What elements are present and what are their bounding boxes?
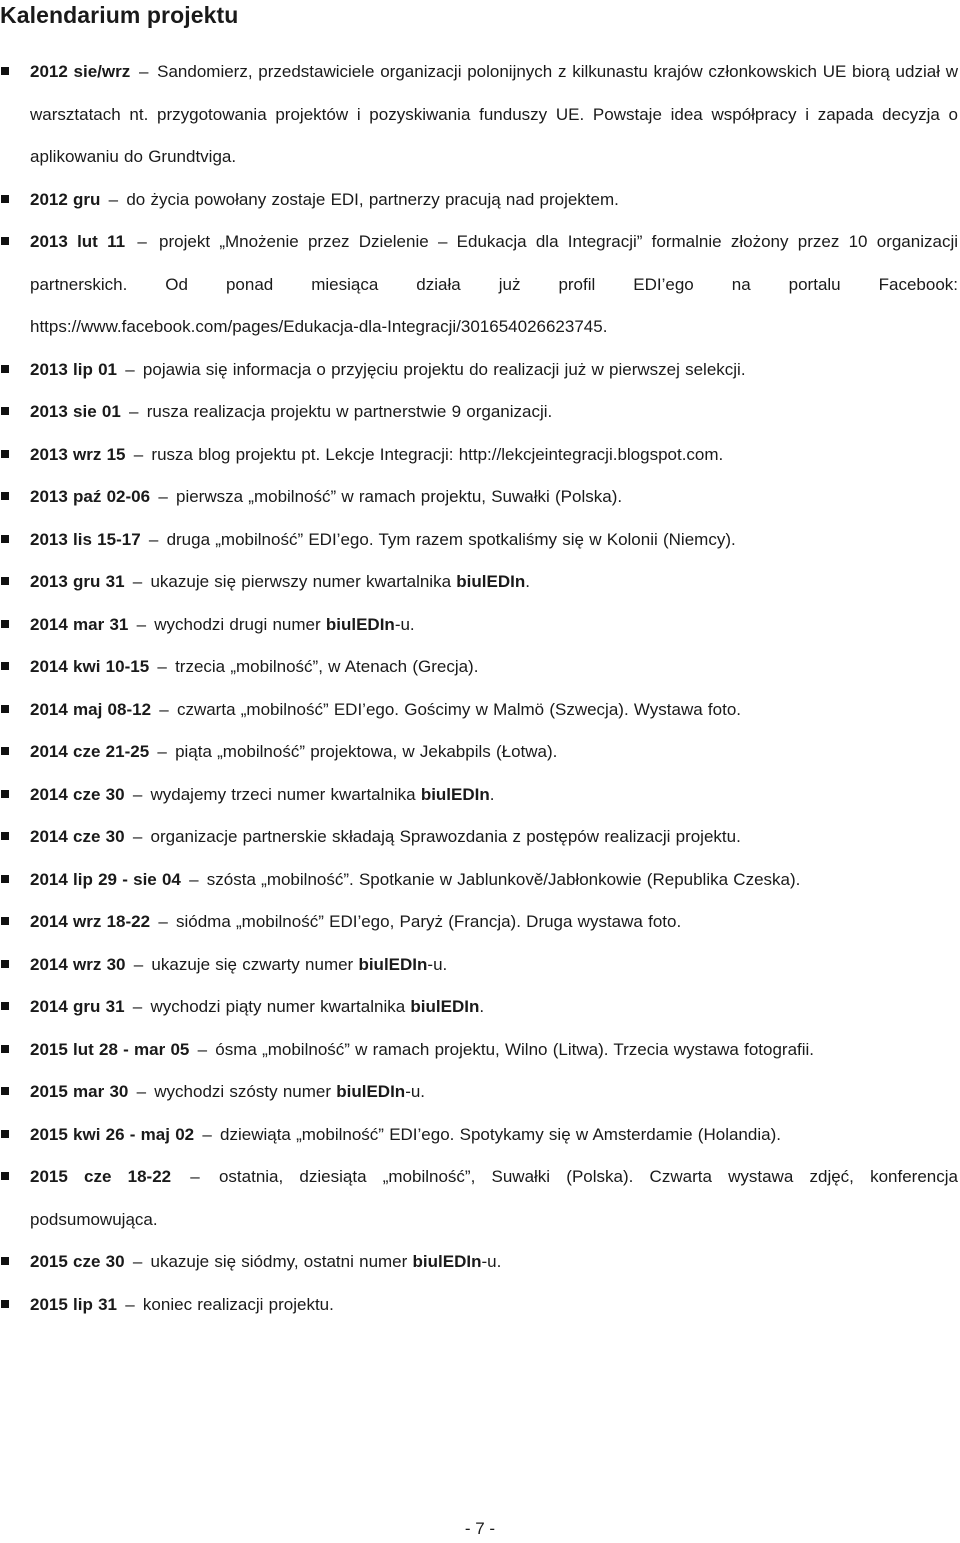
entry-text: druga „mobilność” EDI’ego. Tym razem spotkaliśmy się w Kolonii (Niemcy).: [166, 529, 736, 549]
entry-text: rusza realizacja projektu w partnerstwie 9 organizacji.: [146, 402, 553, 421]
entry-text: ósma „mobilność” w ramach projektu, Wilno (Litwa). Trzecia wystawa fotografii.: [215, 1039, 815, 1059]
entry-text: Sandomierz, przedstawiciele organizacji polonijnych z kilkunastu krajów członkowskich UE biorą udział w warsztatach nt. przygotowania projektów i pozyskiwania funduszy UE. Powstaje idea współpracy i zapada decyzja o aplikowaniu do Grundtviga.: [30, 62, 958, 166]
square-bullet-icon: [1, 1300, 9, 1308]
entry-text: ukazuje się czwarty numer: [151, 954, 359, 974]
entry-separator: –: [174, 1167, 216, 1186]
square-bullet-icon: [1, 620, 9, 628]
timeline-entry: [0, 519, 960, 562]
entry-separator: –: [133, 62, 155, 81]
timeline-entry: [0, 859, 960, 902]
entry-text-suffix: .: [489, 784, 495, 804]
entry-date: 2012 sie/wrz: [30, 62, 131, 81]
entry-date: 2013 paź 02-06: [30, 487, 151, 506]
page-number: - 7 -: [464, 1519, 496, 1538]
entry-separator: –: [192, 1039, 213, 1059]
entry-publication-name: biulEDIn: [358, 954, 428, 974]
entry-date: 2012 gru: [30, 189, 101, 209]
entry-date: 2015 lut 28 - mar 05: [30, 1039, 190, 1059]
square-bullet-icon: [1, 1002, 9, 1010]
entry-text: pierwsza „mobilność” w ramach projektu, Suwałki (Polska).: [176, 487, 623, 506]
entry-text-suffix: -u.: [427, 954, 448, 974]
timeline-entry: [0, 561, 960, 604]
square-bullet-icon: [1, 790, 9, 798]
entry-text: dziewiąta „mobilność” EDI’ego. Spotykamy się w Amsterdamie (Holandia).: [220, 1124, 781, 1144]
entry-date: 2013 lip 01: [30, 359, 118, 379]
square-bullet-icon: [1, 960, 9, 968]
timeline-entry: [0, 179, 960, 222]
square-bullet-icon: [1, 67, 9, 75]
square-bullet-icon: [1, 875, 9, 883]
entry-separator: –: [154, 699, 174, 719]
entry-date: 2015 kwi 26 - maj 02: [30, 1124, 195, 1144]
square-bullet-icon: [1, 365, 9, 373]
entry-publication-name: biulEDIn: [410, 997, 480, 1016]
entry-date: 2013 gru 31: [30, 572, 125, 591]
square-bullet-icon: [1, 1045, 9, 1053]
entry-separator: –: [120, 1294, 140, 1314]
entry-date: 2014 maj 08-12: [30, 699, 152, 719]
entry-text: rusza blog projektu pt. Lekcje Integracji: http://lekcjeintegracji.blogspot.com.: [151, 444, 724, 464]
entry-date: 2014 mar 31: [30, 614, 129, 634]
entry-date: 2014 cze 21-25: [30, 742, 150, 761]
entry-date: 2014 lip 29 - sie 04: [30, 869, 181, 889]
project-timeline-list: [0, 51, 960, 1326]
timeline-entry: [0, 1029, 960, 1072]
entry-separator: –: [153, 487, 173, 506]
entry-text: czwarta „mobilność” EDI’ego. Gościmy w Malmö (Szwecja). Wystawa foto.: [176, 699, 741, 719]
entry-date: 2013 lis 15-17: [30, 529, 141, 549]
entry-publication-name: biulEDIn: [420, 784, 490, 804]
timeline-entry: [0, 434, 960, 477]
entry-date: 2014 wrz 30: [30, 954, 126, 974]
entry-separator: –: [143, 529, 164, 549]
entry-separator: –: [127, 1252, 148, 1271]
entry-publication-name: biulEDIn: [456, 572, 526, 591]
timeline-entry: [0, 1156, 960, 1241]
square-bullet-icon: [1, 1130, 9, 1138]
entry-text-suffix: -u.: [394, 614, 415, 634]
entry-text: ostatnia, dziesiąta „mobilność”, Suwałki (Polska). Czwarta wystawa zdjęć, konferencja podsumowująca.: [30, 1167, 958, 1229]
entry-separator: –: [183, 869, 204, 889]
square-bullet-icon: [1, 705, 9, 713]
entry-text: ukazuje się siódmy, ostatni numer: [150, 1252, 413, 1271]
entry-separator: –: [131, 614, 152, 634]
square-bullet-icon: [1, 450, 9, 458]
timeline-entry: [0, 816, 960, 859]
square-bullet-icon: [1, 832, 9, 840]
entry-text: projekt „Mnożenie przez Dzielenie – Edukacja dla Integracji” formalnie złożony przez 10 organizacji partnerskich. Od ponad miesiąca działa już profil EDI’ego na portalu Facebook: https://www.facebook.com/pages/Edukacja-dla-Integracji/301654026623745.: [30, 232, 958, 336]
timeline-entry: [0, 901, 960, 944]
entry-publication-name: biulEDIn: [325, 614, 395, 634]
entry-text: szósta „mobilność”. Spotkanie w Jablunkově/Jabłonkowie (Republika Czeska).: [206, 869, 801, 889]
entry-date: 2013 sie 01: [30, 402, 121, 421]
entry-separator: –: [127, 827, 148, 846]
timeline-entry: [0, 646, 960, 689]
timeline-entry: [0, 986, 960, 1029]
entry-separator: –: [127, 572, 148, 591]
timeline-entry: [0, 689, 960, 732]
square-bullet-icon: [1, 577, 9, 585]
timeline-entry: [0, 774, 960, 817]
entry-separator: –: [153, 912, 173, 931]
entry-text-suffix: .: [525, 572, 530, 591]
entry-separator: –: [128, 232, 157, 251]
timeline-entry: [0, 604, 960, 647]
square-bullet-icon: [1, 662, 9, 670]
entry-text: trzecia „mobilność”, w Atenach (Grecja).: [175, 657, 479, 676]
entry-separator: –: [197, 1124, 218, 1144]
square-bullet-icon: [1, 535, 9, 543]
entry-date: 2014 kwi 10-15: [30, 657, 150, 676]
entry-date: 2014 cze 30: [30, 827, 125, 846]
entry-text: koniec realizacji projektu.: [142, 1294, 334, 1314]
entry-separator: –: [120, 359, 140, 379]
entry-text: siódma „mobilność” EDI’ego, Paryż (Francja). Druga wystawa foto.: [176, 912, 682, 931]
entry-text: ukazuje się pierwszy numer kwartalnika: [150, 572, 457, 591]
timeline-entry: [0, 1071, 960, 1114]
square-bullet-icon: [1, 492, 9, 500]
timeline-entry: [0, 476, 960, 519]
entry-date: 2015 cze 30: [30, 1252, 125, 1271]
timeline-entry: [0, 1114, 960, 1157]
entry-separator: –: [103, 189, 124, 209]
entry-date: 2014 cze 30: [30, 784, 125, 804]
entry-date: 2013 lut 11: [30, 232, 126, 251]
entry-date: 2015 lip 31: [30, 1294, 118, 1314]
page-title: Kalendarium projektu: [0, 2, 239, 28]
timeline-entry: [0, 349, 960, 392]
timeline-entry: [0, 731, 960, 774]
entry-text: wychodzi piąty numer kwartalnika: [150, 997, 411, 1016]
entry-date: 2014 wrz 18-22: [30, 912, 151, 931]
square-bullet-icon: [1, 407, 9, 415]
square-bullet-icon: [1, 747, 9, 755]
entry-text-suffix: -u.: [405, 1082, 426, 1101]
entry-separator: –: [128, 954, 149, 974]
entry-date: 2014 gru 31: [30, 997, 125, 1016]
entry-date: 2015 cze 18-22: [30, 1167, 172, 1186]
entry-separator: –: [152, 657, 173, 676]
timeline-entry: [0, 1241, 960, 1284]
entry-separator: –: [127, 997, 148, 1016]
timeline-entry: [0, 944, 960, 987]
timeline-entry: [0, 221, 960, 349]
timeline-entry: [0, 51, 960, 179]
entry-separator: –: [128, 444, 149, 464]
timeline-entry: [0, 1284, 960, 1327]
square-bullet-icon: [1, 1172, 9, 1180]
entry-text-suffix: .: [479, 997, 485, 1016]
square-bullet-icon: [1, 1087, 9, 1095]
square-bullet-icon: [1, 237, 9, 245]
entry-text: wychodzi szósty numer: [154, 1082, 337, 1101]
timeline-entry: [0, 391, 960, 434]
square-bullet-icon: [1, 195, 9, 203]
entry-text: wydajemy trzeci numer kwartalnika: [150, 784, 421, 804]
entry-publication-name: biulEDIn: [412, 1252, 482, 1271]
entry-separator: –: [123, 402, 144, 421]
entry-text: piąta „mobilność” projektowa, w Jekabpils (Łotwa).: [175, 742, 558, 761]
square-bullet-icon: [1, 1257, 9, 1265]
entry-text: pojawia się informacja o przyjęciu projektu do realizacji już w pierwszej selekcji.: [142, 359, 746, 379]
entry-separator: –: [131, 1082, 152, 1101]
entry-publication-name: biulEDIn: [336, 1082, 406, 1101]
entry-text: organizacje partnerskie składają Sprawozdania z postępów realizacji projektu.: [150, 827, 741, 846]
entry-text: wychodzi drugi numer: [154, 614, 326, 634]
square-bullet-icon: [1, 917, 9, 925]
entry-text: do życia powołany zostaje EDI, partnerzy pracują nad projektem.: [126, 189, 619, 209]
entry-date: 2013 wrz 15: [30, 444, 126, 464]
entry-separator: –: [127, 784, 148, 804]
entry-separator: –: [152, 742, 173, 761]
entry-text-suffix: -u.: [481, 1252, 502, 1271]
entry-date: 2015 mar 30: [30, 1082, 129, 1101]
